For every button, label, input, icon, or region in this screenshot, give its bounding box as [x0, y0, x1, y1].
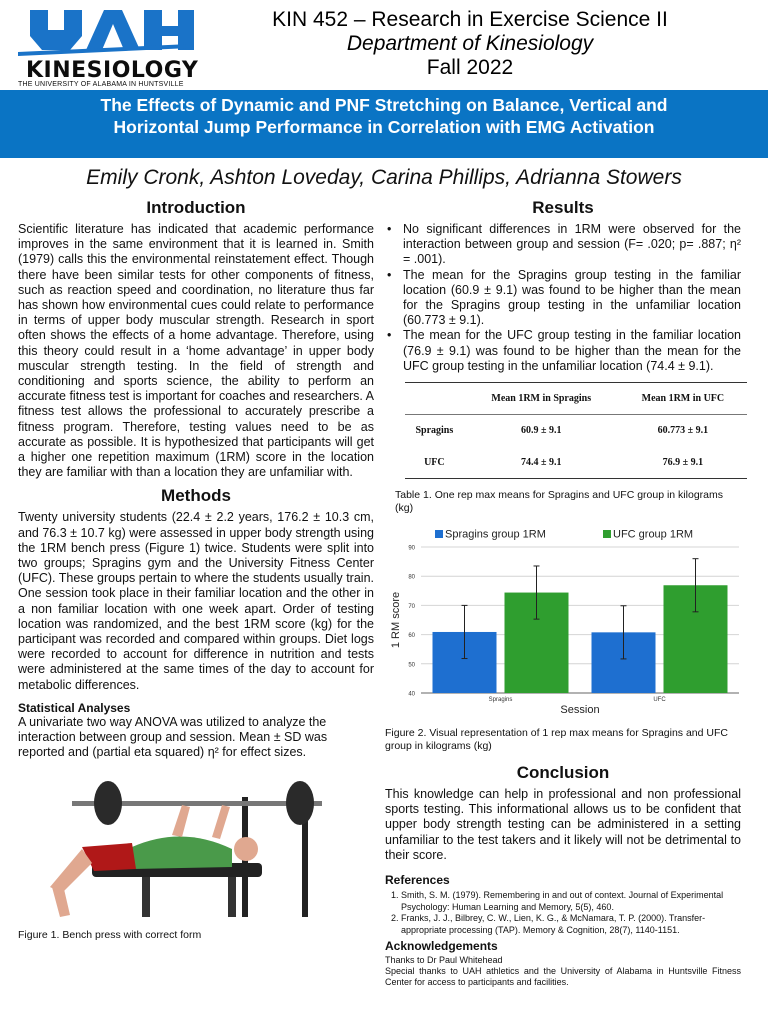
- figure-1-caption: Figure 1. Bench press with correct form: [18, 928, 202, 941]
- acknowledgements-text: [385, 955, 741, 988]
- right-column: [385, 198, 741, 988]
- poster-title-line-1: The Effects of Dynamic and PNF Stretching on Balance, Vertical and: [100, 95, 668, 115]
- uah-logo-mark: [8, 6, 196, 58]
- legend-swatch: [603, 530, 611, 538]
- y-tick-label: 50: [408, 662, 415, 669]
- table-1-caption: Table 1. One rep max means for Spragins and UFC group in kilograms (kg): [395, 489, 723, 515]
- x-tick-label: Spragins: [488, 697, 513, 704]
- logo-wordmark: KINESIOLOGY: [26, 58, 199, 83]
- acknowledgement-line: Special thanks to UAH athletics and the University of Alabama in Huntsville Fitness Center for access to participants and facilities.: [385, 966, 741, 988]
- y-tick-label: 90: [408, 545, 415, 552]
- results-bullet: • The mean for the UFC group testing in the familiar location (76.9 ± 9.1) was found to be higher than the mean for the UFC group testing in the unfamiliar location (74.4 ± 9.1).: [385, 328, 741, 374]
- author-list: Emily Cronk, Ashton Loveday, Carina Phillips, Adrianna Stowers: [86, 166, 682, 189]
- left-column: [18, 198, 374, 942]
- legend-swatch: [435, 530, 443, 538]
- table-cell: 60.773 ± 9.1: [657, 425, 709, 437]
- figure-2-caption: Figure 2. Visual representation of 1 rep max means for Spragins and UFC group in kilograms (kg): [385, 727, 728, 753]
- conclusion-heading: Conclusion: [516, 763, 610, 783]
- methods-heading: Methods: [161, 486, 231, 506]
- course-header: [230, 8, 710, 80]
- acknowledgement-line: Thanks to Dr Paul Whitehead: [385, 955, 503, 966]
- table-cell: Spragins: [415, 425, 454, 437]
- results-list: [385, 222, 741, 374]
- bench-press-illustration: [32, 777, 332, 925]
- table-header-row: [405, 383, 747, 415]
- title-banner: [0, 90, 768, 158]
- reference-list: [385, 890, 741, 936]
- poster-title-line-2: Horizontal Jump Performance in Correlation with EMG Activation: [113, 117, 655, 137]
- course-name: KIN 452 – Research in Exercise Science II: [272, 8, 668, 31]
- table-cell: UFC: [424, 456, 445, 468]
- y-tick-label: 60: [408, 633, 415, 640]
- results-chart: [385, 525, 745, 725]
- logo-subtitle: THE UNIVERSITY OF ALABAMA IN HUNTSVILLE: [18, 81, 184, 88]
- table-row: [405, 447, 747, 479]
- table-row: [405, 415, 747, 447]
- results-table: [405, 382, 747, 479]
- table-cell: 74.4 ± 9.1: [520, 456, 562, 468]
- y-axis-label: 1 RM score: [390, 591, 402, 649]
- results-bullet: • The mean for the Spragins group testing in the familiar location (60.9 ± 9.1) was found to be higher than the mean for the Spragins group testing in the unfamiliar location (60.773 ± 9.1).: [385, 268, 741, 329]
- legend-label: UFC group 1RM: [613, 528, 694, 541]
- uah-logo: [8, 6, 199, 88]
- reference-item: 1. Smith, S. M. (1979). Remembering in and out of context. Journal of Experimental Psychology: Human Learning and Memory, 5(5), 460.: [401, 890, 741, 913]
- results-bullet: • No significant differences in 1RM were observed for the interaction between group and session (F= .020; p= .887; η² = .001).: [385, 222, 741, 268]
- acknowledgements-heading: Acknowledgements: [385, 939, 498, 954]
- table-header-cell: Mean 1RM in Spragins: [491, 393, 592, 405]
- conclusion-text: This knowledge can help in professional and non professional sports testing. This informational allows us to be confident that upper body strength testing can be administered in a setting unfamiliar to the test takers and it likely will not be detrimental to their score.: [385, 787, 741, 862]
- x-axis-label: Session: [560, 704, 600, 717]
- introduction-text: Scientific literature has indicated that academic performance improves in the same environment that it is learned in. Smith (1979) calls this the environmental reinstatement effect. Though there have been similar tests for other components of fitness, such as reaction speed and coordination, no literature thus far has shown how environmental cues could relate to performance in terms of upper body muscular strength. Research in sport often shows the effects of a home advantage. Therefore, using this theory could result in a ‘home advantage’ in upper body muscular strength testing. In the field of strength and conditioning and sports science, the ability to perform an accurate fitness test is important for coaches and researchers. A fitness test allows the professional to accurately prescribe a fitness program. Therefore, testing values need to be as accurate as possible. It is hypothesized that participants will get a higher one repetition maximum (1RM) score in the location they are familiar with than a location they are unfamiliar with.: [18, 222, 374, 480]
- reference-item: 2. Franks, J. J., Bilbrey, C. W., Lien, K. G., & McNamara, T. P. (2000). Transfer-appropriate processing (TAP). Memory & Cognition, 28(7), 1140-1151.: [401, 913, 741, 936]
- table-cell: 76.9 ± 9.1: [662, 456, 704, 468]
- references-heading: References: [385, 873, 450, 888]
- legend-label: Spragins group 1RM: [445, 528, 546, 541]
- x-tick-label: UFC: [653, 697, 666, 704]
- chart-svg: [385, 525, 745, 725]
- table-cell: 60.9 ± 9.1: [520, 425, 562, 437]
- y-tick-label: 80: [408, 574, 415, 581]
- statistical-analyses-heading: Statistical Analyses: [18, 700, 131, 715]
- results-heading: Results: [532, 198, 594, 217]
- department-name: Department of Kinesiology: [346, 32, 594, 55]
- term: Fall 2022: [426, 56, 514, 79]
- table-header-cell: Mean 1RM in UFC: [641, 393, 725, 405]
- table-header-cell: [405, 383, 464, 415]
- introduction-heading: Introduction: [146, 198, 246, 217]
- y-tick-label: 40: [408, 691, 415, 698]
- methods-text: Twenty university students (22.4 ± 2.2 years, 176.2 ± 10.3 cm, and 76.3 ± 10.7 kg) were assessed in upper body strength using the 1RM bench press (Figure 1) twice. Students were split into two groups; Spragins gym and the University Fitness Center (UFC). These groups pertain to where the students usually train. One session took place in their familiar location and the other in a non familiar location with one week apart. Order of testing location was randomized, and the best 1RM score (kg) for the participant was recorded and compared within groups. Diet logs were recorded to account for difference in nutrition and tests were administered at the same times of the day to account for metabolic differences.: [18, 510, 374, 692]
- y-tick-label: 70: [408, 603, 415, 610]
- statistical-analyses-text: A univariate two way ANOVA was utilized to analyze the interaction between group and session. Mean ± SD was reported and (partial eta squared) η² for effect sizes.: [18, 714, 328, 760]
